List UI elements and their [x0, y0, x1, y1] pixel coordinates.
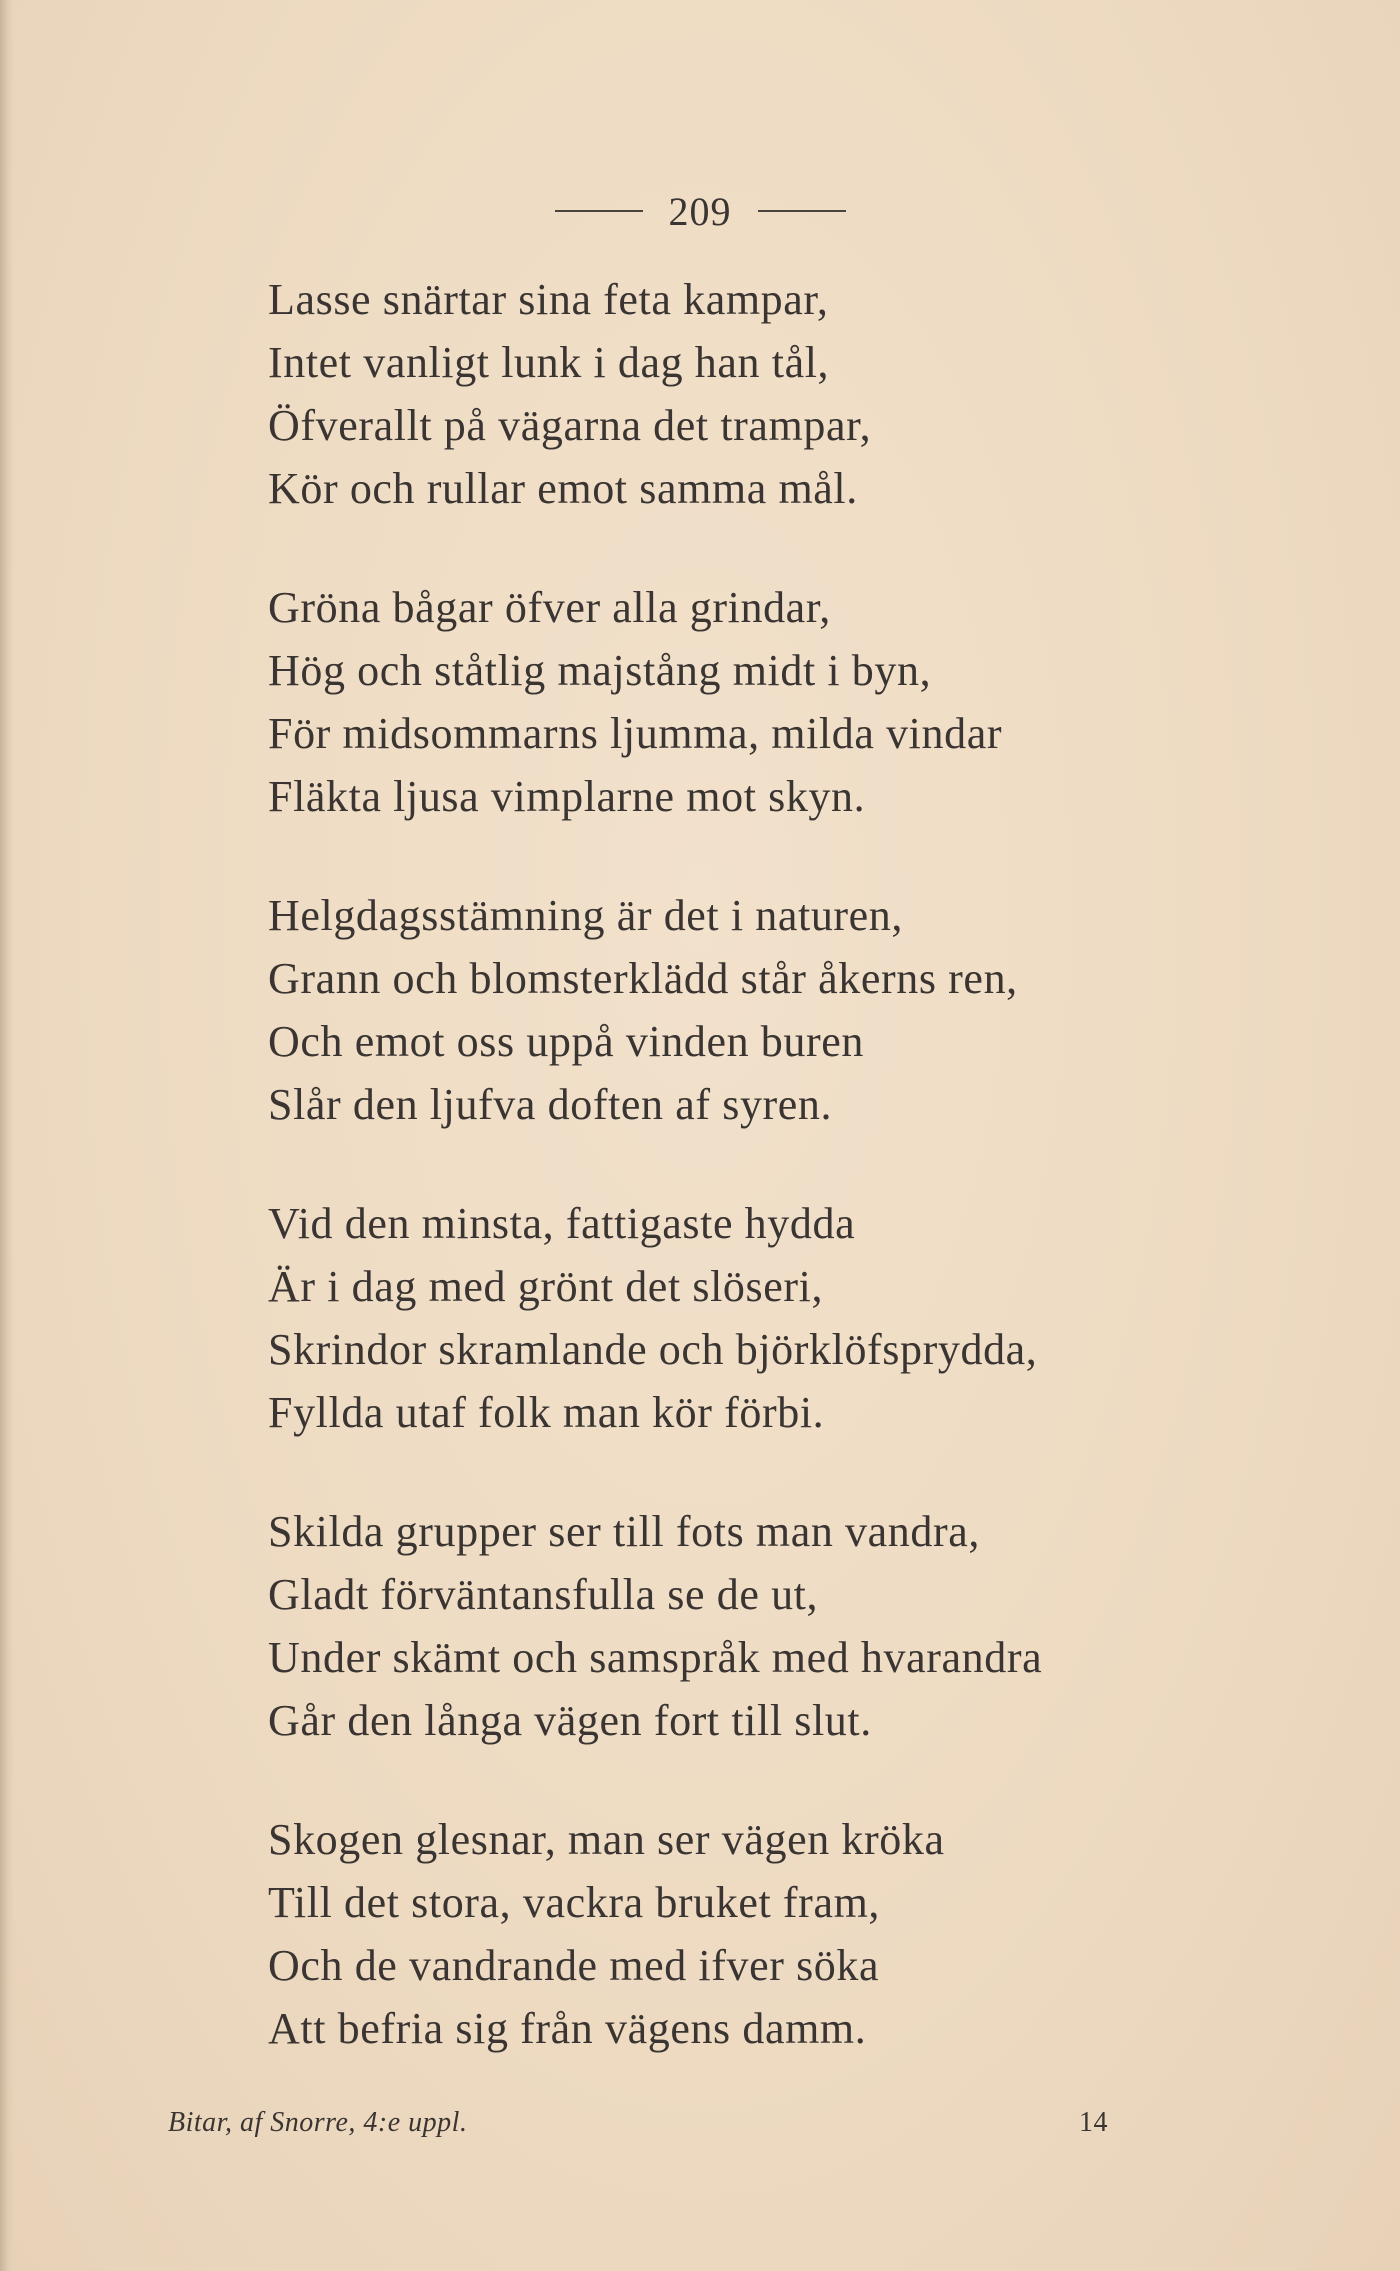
page-number: 209 [668, 188, 732, 234]
poem-line: Att befria sig från vägens damm. [268, 2004, 867, 2053]
poem-line: Skogen glesnar, man ser vägen kröka [268, 1815, 945, 1864]
poem-line: Öfverallt på vägarna det trampar, [268, 401, 872, 450]
poem-line: Under skämt och samspråk med hvarandra [268, 1633, 1043, 1682]
stanza-4 [268, 1192, 1288, 1444]
poem-line: Fläkta ljusa vimplarne mot skyn. [268, 772, 866, 821]
stanza-3 [268, 884, 1288, 1136]
poem-line: Slår den ljufva doften af syren. [268, 1080, 833, 1129]
poem-line: Går den långa vägen fort till slut. [268, 1696, 872, 1745]
poem-line: Och emot oss uppå vinden buren [268, 1017, 864, 1066]
poem-line: Skrindor skramlande och björklöfsprydda, [268, 1325, 1038, 1374]
stanza-5 [268, 1500, 1288, 1752]
header-rule-right [758, 210, 846, 212]
poem-line: Hög och ståtlig majstång midt i byn, [268, 646, 932, 695]
poem-line: Till det stora, vackra bruket fram, [268, 1878, 880, 1927]
poem-line: För midsommarns ljumma, milda vindar [268, 709, 1003, 758]
printer-signature: Bitar, af Snorre, 4:e uppl. [168, 2107, 468, 2138]
poem-line: Gröna bågar öfver alla grindar, [268, 583, 831, 632]
poem-line: Och de vandrande med ifver söka [268, 1941, 880, 1990]
page-binding-edge [0, 0, 14, 2271]
page-header [0, 186, 1400, 236]
poem [268, 268, 1288, 2116]
poem-line: Grann och blomsterklädd står åkerns ren, [268, 954, 1018, 1003]
poem-line: Gladt förväntansfulla se de ut, [268, 1570, 819, 1619]
header-rule-left [555, 210, 643, 212]
poem-line: Är i dag med grönt det slöseri, [268, 1262, 824, 1311]
poem-line: Vid den minsta, fattigaste hydda [268, 1199, 856, 1248]
poem-line: Helgdagsstämning är det i naturen, [268, 891, 904, 940]
sheet-number: 14 [1079, 2107, 1108, 2138]
poem-line: Lasse snärtar sina feta kampar, [268, 275, 829, 324]
poem-line: Kör och rullar emot samma mål. [268, 464, 858, 513]
poem-line: Skilda grupper ser till fots man vandra, [268, 1507, 980, 1556]
page-footer [168, 2103, 1108, 2143]
poem-line: Intet vanligt lunk i dag han tål, [268, 338, 830, 387]
stanza-2 [268, 576, 1288, 828]
stanza-6 [268, 1808, 1288, 2060]
poem-line: Fyllda utaf folk man kör förbi. [268, 1388, 825, 1437]
stanza-1 [268, 268, 1288, 520]
